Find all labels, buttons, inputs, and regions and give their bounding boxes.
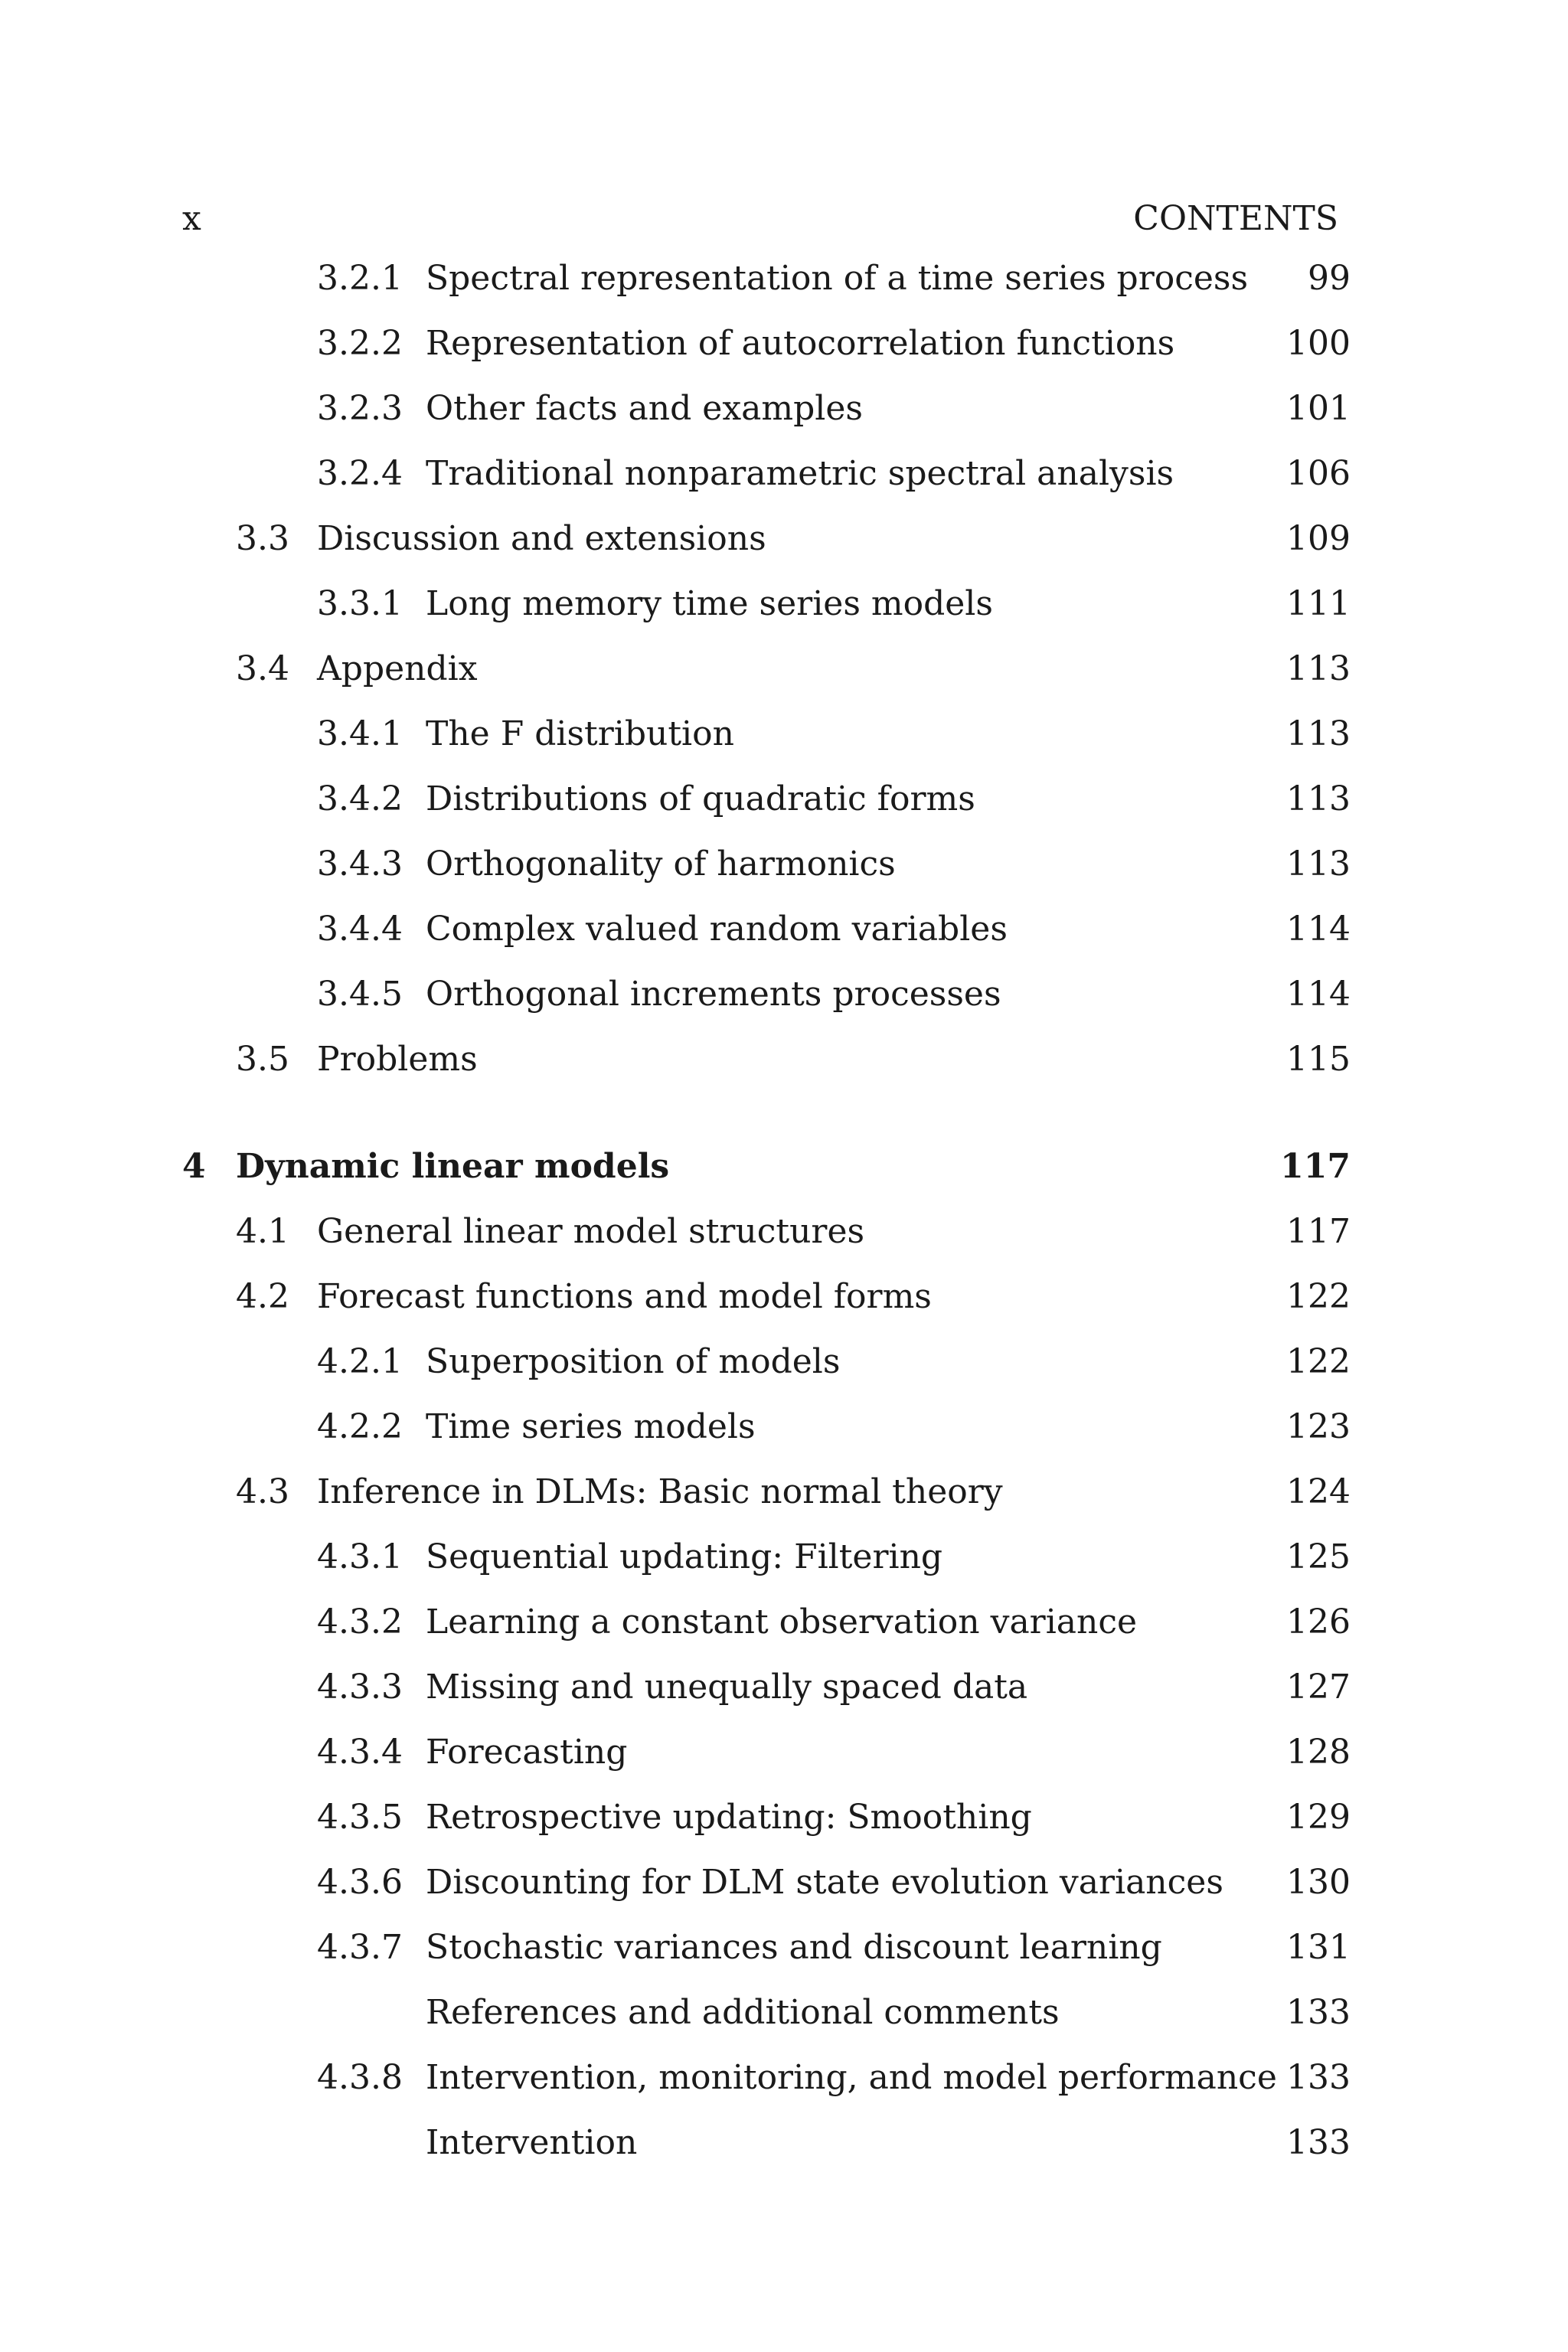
toc-entry-page: 128	[1286, 1733, 1351, 1772]
toc-entry-number: 4.1	[236, 1212, 289, 1251]
toc-entry-page: 133	[1286, 2058, 1351, 2097]
toc-entry-page: 117	[1286, 1212, 1351, 1251]
toc-entry-number: 3.4.2	[317, 779, 403, 818]
toc-entry-page: 113	[1286, 779, 1351, 818]
toc-entry-number: 4.3.1	[317, 1537, 403, 1576]
toc-entry-title: Forecast functions and model forms	[317, 1277, 932, 1316]
toc-entry-row	[0, 1990, 1568, 2036]
toc-entry-title: Dynamic linear models	[236, 1147, 670, 1186]
toc-entry-row	[0, 581, 1568, 627]
toc-entry-row	[0, 841, 1568, 887]
toc-entry-row	[0, 321, 1568, 367]
toc-entry-page: 106	[1286, 454, 1351, 493]
toc-entry-number: 3.4	[236, 649, 289, 688]
toc-entry-number: 4.3.3	[317, 1668, 403, 1707]
toc-entry-number: 3.2.3	[317, 389, 403, 428]
toc-entry-row	[0, 1730, 1568, 1775]
toc-entry-number: 4.3.2	[317, 1602, 403, 1642]
toc-entry-title: Stochastic variances and discount learning	[426, 1928, 1162, 1967]
running-head: CONTENTS	[1133, 199, 1338, 238]
toc-entry-row	[0, 516, 1568, 562]
toc-entry-title: Discussion and extensions	[317, 519, 766, 558]
toc-entry-page: 129	[1286, 1798, 1351, 1837]
toc-entry-number: 3.3	[236, 519, 289, 558]
toc-entry-number: 4.3.7	[317, 1928, 403, 1967]
toc-entry-row	[0, 1339, 1568, 1385]
toc-entry-page: 126	[1286, 1602, 1351, 1642]
toc-entry-page: 115	[1286, 1040, 1351, 1079]
toc-entry-number: 3.3.1	[317, 584, 403, 623]
toc-entry-title: Other facts and examples	[426, 389, 863, 428]
toc-entry-title: Time series models	[426, 1407, 756, 1446]
toc-entry-row	[0, 711, 1568, 757]
toc-entry-title: Forecasting	[426, 1733, 628, 1772]
toc-entry-title: Inference in DLMs: Basic normal theory	[317, 1472, 1003, 1511]
toc-entry-title: Traditional nonparametric spectral analysis	[426, 454, 1174, 493]
toc-entry-page: 109	[1286, 519, 1351, 558]
toc-entry-title: Sequential updating: Filtering	[426, 1537, 943, 1576]
toc-entry-page: 122	[1286, 1342, 1351, 1381]
toc-entry-title: Spectral representation of a time series process	[426, 259, 1249, 298]
toc-entry-title: Missing and unequally spaced data	[426, 1668, 1028, 1707]
toc-entry-title: General linear model structures	[317, 1212, 865, 1251]
toc-entry-title: Complex valued random variables	[426, 910, 1008, 949]
toc-entry-row	[0, 386, 1568, 432]
toc-entry-title: Problems	[317, 1040, 478, 1079]
toc-entry-page: 122	[1286, 1277, 1351, 1316]
toc-chapter-row	[0, 1144, 1568, 1190]
toc-entry-title: Representation of autocorrelation functions	[426, 324, 1175, 363]
toc-entry-number: 3.4.4	[317, 910, 403, 949]
toc-entry-row	[0, 906, 1568, 952]
toc-entry-page: 114	[1286, 910, 1351, 949]
toc-entry-page: 127	[1286, 1668, 1351, 1707]
toc-entry-row	[0, 1274, 1568, 1320]
toc-entry-row	[0, 776, 1568, 822]
toc-entry-number: 3.4.1	[317, 714, 403, 753]
toc-entry-page: 123	[1286, 1407, 1351, 1446]
toc-entry-title: References and additional comments	[426, 1993, 1060, 2032]
toc-entry-number: 3.4.3	[317, 844, 403, 884]
toc-entry-title: Distributions of quadratic forms	[426, 779, 975, 818]
toc-entry-row	[0, 451, 1568, 497]
toc-entry-title: Superposition of models	[426, 1342, 841, 1381]
toc-entry-number: 3.2.4	[317, 454, 403, 493]
toc-entry-title: Appendix	[317, 649, 478, 688]
toc-entry-title: Retrospective updating: Smoothing	[426, 1798, 1032, 1837]
toc-entry-title: Intervention, monitoring, and model performance	[426, 2058, 1277, 2097]
toc-entry-row	[0, 1209, 1568, 1255]
toc-entry-row	[0, 256, 1568, 302]
toc-entry-row	[0, 1860, 1568, 1906]
toc-entry-row	[0, 646, 1568, 692]
toc-entry-row	[0, 972, 1568, 1018]
toc-entry-number: 4.2	[236, 1277, 289, 1316]
toc-entry-number: 4.3.6	[317, 1863, 403, 1902]
toc-entry-title: Learning a constant observation variance	[426, 1602, 1138, 1642]
toc-entry-row	[0, 1664, 1568, 1710]
toc-entry-number: 3.2.1	[317, 259, 403, 298]
toc-entry-number: 4.3.4	[317, 1733, 403, 1772]
toc-entry-page: 133	[1286, 2123, 1351, 2162]
toc-entry-number: 4	[182, 1147, 206, 1186]
toc-entry-page: 133	[1286, 1993, 1351, 2032]
toc-entry-number: 3.4.5	[317, 975, 403, 1014]
toc-entry-number: 4.2.1	[317, 1342, 403, 1381]
toc-entry-page: 113	[1286, 844, 1351, 884]
toc-entry-row	[0, 2055, 1568, 2101]
toc-entry-number: 3.5	[236, 1040, 289, 1079]
toc-entry-row	[0, 2120, 1568, 2166]
toc-entry-number: 4.3.8	[317, 2058, 403, 2097]
toc-entry-page: 113	[1286, 714, 1351, 753]
toc-entry-row	[0, 1599, 1568, 1645]
toc-entry-page: 124	[1286, 1472, 1351, 1511]
toc-entry-page: 117	[1280, 1147, 1351, 1186]
toc-entry-page: 99	[1308, 259, 1351, 298]
toc-entry-title: Orthogonality of harmonics	[426, 844, 896, 884]
toc-entry-title: Long memory time series models	[426, 584, 993, 623]
toc-entry-row	[0, 1404, 1568, 1450]
toc-entry-page: 100	[1286, 324, 1351, 363]
page-number: x	[182, 199, 201, 238]
toc-entry-row	[0, 1534, 1568, 1580]
toc-entry-title: Discounting for DLM state evolution variances	[426, 1863, 1223, 1902]
toc-entry-number: 4.2.2	[317, 1407, 403, 1446]
toc-entry-title: Intervention	[426, 2123, 638, 2162]
toc-entry-number: 4.3.5	[317, 1798, 403, 1837]
toc-entry-page: 125	[1286, 1537, 1351, 1576]
toc-entry-page: 113	[1286, 649, 1351, 688]
toc-entry-page: 114	[1286, 975, 1351, 1014]
toc-entry-title: The F distribution	[426, 714, 734, 753]
toc-entry-row	[0, 1925, 1568, 1971]
toc-entry-number: 3.2.2	[317, 324, 403, 363]
toc-entry-page: 101	[1286, 389, 1351, 428]
toc-entry-page: 131	[1286, 1928, 1351, 1967]
toc-entry-page: 130	[1286, 1863, 1351, 1902]
toc-entry-row	[0, 1469, 1568, 1515]
toc-entry-row	[0, 1795, 1568, 1841]
toc-entry-number: 4.3	[236, 1472, 289, 1511]
toc-entry-title: Orthogonal increments processes	[426, 975, 1001, 1014]
toc-entry-row	[0, 1037, 1568, 1083]
toc-entry-page: 111	[1286, 584, 1351, 623]
